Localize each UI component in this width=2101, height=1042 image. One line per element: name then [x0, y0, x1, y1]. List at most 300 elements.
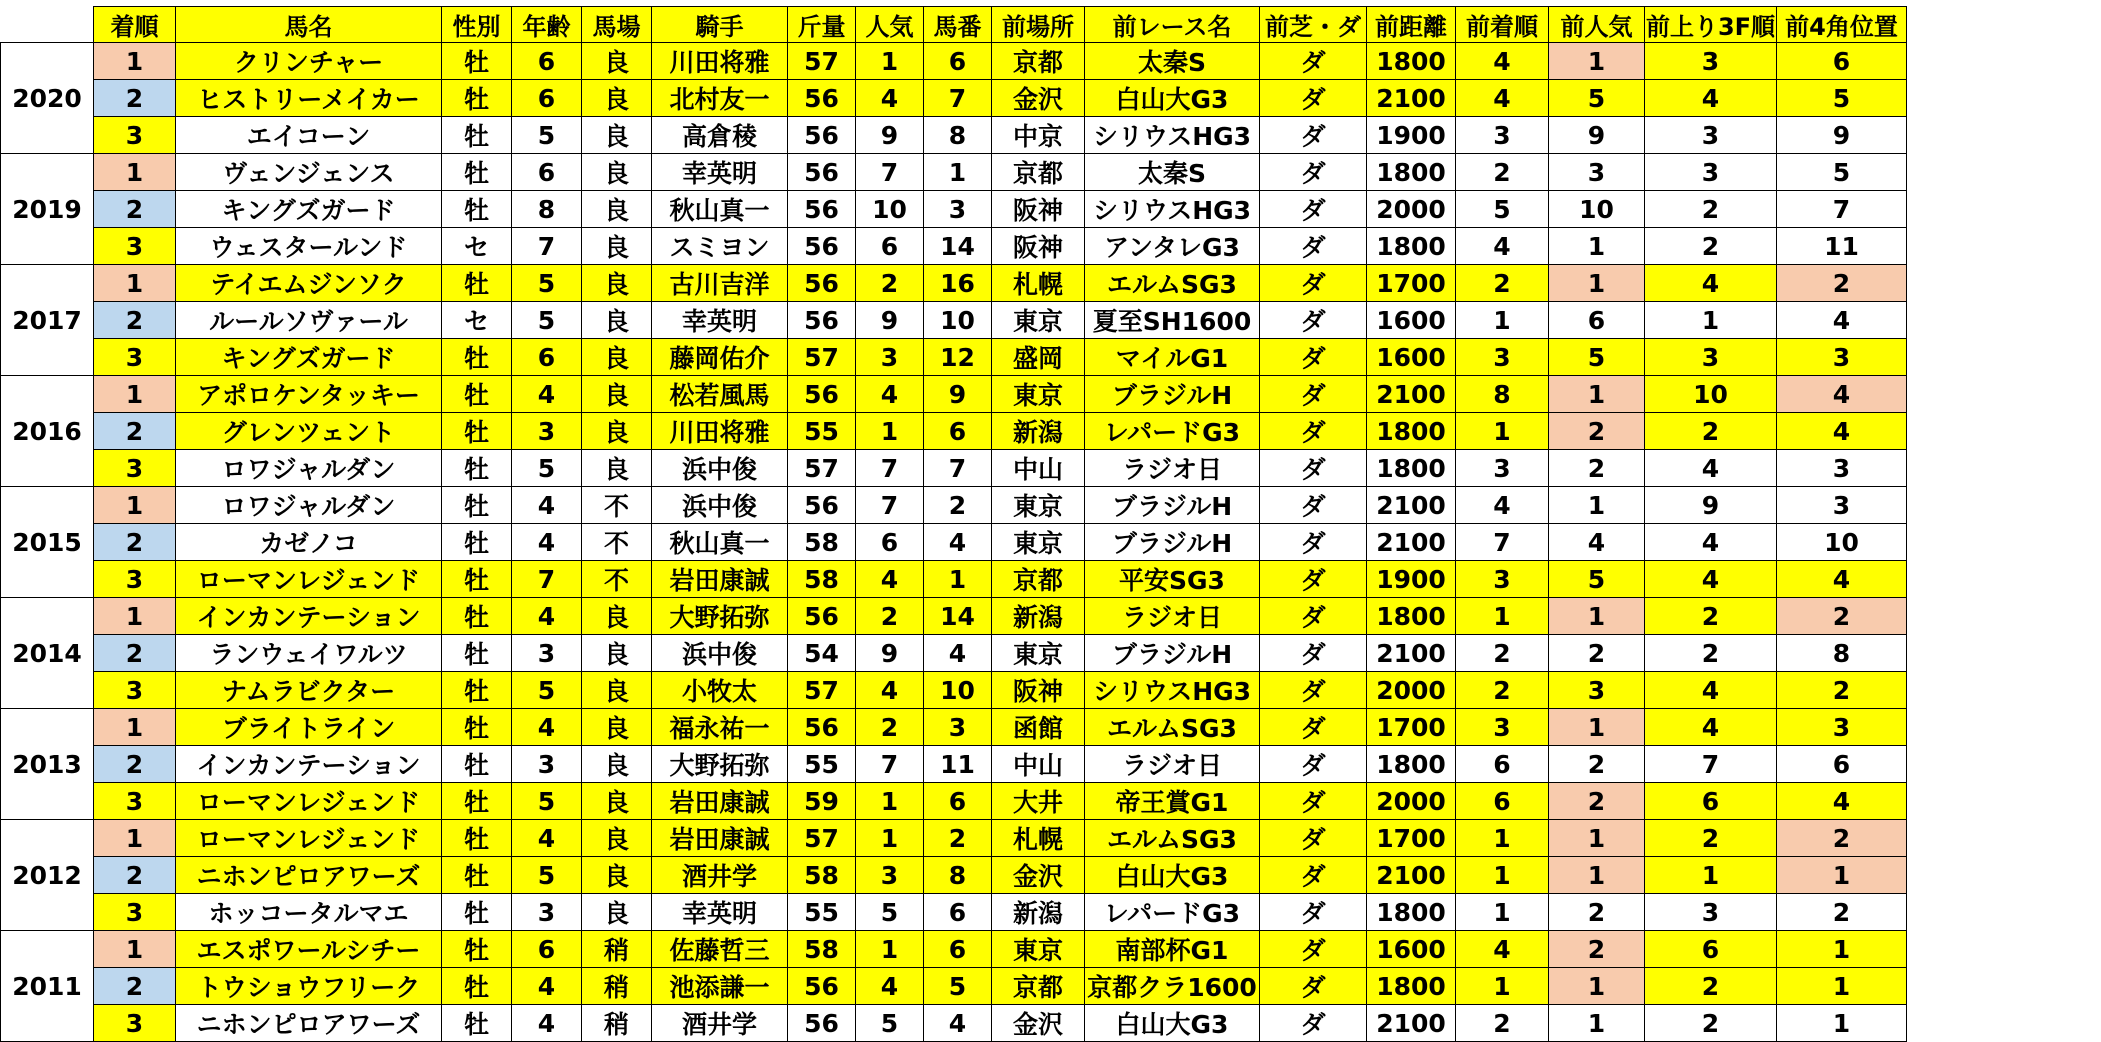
cell-popularity[interactable]: 5 [856, 894, 924, 931]
cell-popularity[interactable]: 7 [856, 154, 924, 191]
cell-age[interactable]: 5 [512, 783, 582, 820]
cell-weight[interactable]: 56 [788, 80, 856, 117]
cell-going[interactable]: 良 [582, 191, 652, 228]
empty-cell[interactable] [1907, 7, 1947, 43]
cell-popularity[interactable]: 3 [856, 857, 924, 894]
cell-weight[interactable]: 56 [788, 487, 856, 524]
cell-jockey[interactable]: 福永祐一 [652, 709, 788, 746]
empty-cell[interactable] [1907, 413, 1947, 450]
cell-age[interactable]: 4 [512, 820, 582, 857]
cell-weight[interactable]: 57 [788, 672, 856, 709]
cell-prev-finish[interactable]: 8 [1456, 376, 1549, 413]
cell-going[interactable]: 稍 [582, 1005, 652, 1042]
cell-prev-finish[interactable]: 4 [1456, 43, 1549, 80]
empty-cell[interactable] [1907, 302, 1947, 339]
cell-prev-popularity[interactable]: 2 [1549, 783, 1645, 820]
cell-prev-surface[interactable]: ダ [1260, 709, 1367, 746]
col-header-jockey[interactable]: 騎手 [652, 7, 788, 43]
cell-horse[interactable]: ブライトライン [176, 709, 442, 746]
cell-popularity[interactable]: 4 [856, 561, 924, 598]
cell-finish[interactable]: 2 [94, 302, 176, 339]
cell-age[interactable]: 6 [512, 339, 582, 376]
cell-going[interactable]: 良 [582, 783, 652, 820]
cell-sex[interactable]: 牡 [442, 376, 512, 413]
cell-prev-race[interactable]: 白山大G3 [1085, 80, 1260, 117]
cell-weight[interactable]: 58 [788, 931, 856, 968]
cell-jockey[interactable]: 藤岡佑介 [652, 339, 788, 376]
cell-prev-distance[interactable]: 1700 [1367, 265, 1456, 302]
cell-prev-venue[interactable]: 中山 [992, 746, 1085, 783]
cell-prev-surface[interactable]: ダ [1260, 635, 1367, 672]
year-cell[interactable]: 2011 [1, 931, 94, 1042]
cell-prev-last3f[interactable]: 3 [1645, 894, 1777, 931]
cell-post[interactable]: 8 [924, 857, 992, 894]
col-header-prev-race[interactable]: 前レース名 [1085, 7, 1260, 43]
cell-prev-race[interactable]: ブラジルH [1085, 524, 1260, 561]
cell-prev-popularity[interactable]: 5 [1549, 80, 1645, 117]
cell-prev-race[interactable]: ラジオ日 [1085, 746, 1260, 783]
empty-cell[interactable] [1907, 783, 1947, 820]
cell-weight[interactable]: 56 [788, 191, 856, 228]
cell-prev-distance[interactable]: 2000 [1367, 191, 1456, 228]
cell-prev-corner4[interactable]: 2 [1777, 672, 1907, 709]
cell-going[interactable]: 稍 [582, 931, 652, 968]
col-header-prev-distance[interactable]: 前距離 [1367, 7, 1456, 43]
cell-going[interactable]: 良 [582, 228, 652, 265]
cell-prev-finish[interactable]: 3 [1456, 117, 1549, 154]
year-cell[interactable]: 2014 [1, 598, 94, 709]
cell-horse[interactable]: ニホンピロアワーズ [176, 1005, 442, 1042]
cell-popularity[interactable]: 6 [856, 524, 924, 561]
cell-prev-popularity[interactable]: 2 [1549, 450, 1645, 487]
cell-age[interactable]: 4 [512, 709, 582, 746]
cell-prev-distance[interactable]: 1600 [1367, 931, 1456, 968]
col-header-prev-surface[interactable]: 前芝・ダ [1260, 7, 1367, 43]
cell-popularity[interactable]: 9 [856, 635, 924, 672]
cell-horse[interactable]: ナムラビクター [176, 672, 442, 709]
col-header-prev-corner4[interactable]: 前4角位置 [1777, 7, 1907, 43]
cell-popularity[interactable]: 4 [856, 376, 924, 413]
cell-going[interactable]: 良 [582, 43, 652, 80]
cell-going[interactable]: 良 [582, 635, 652, 672]
cell-post[interactable]: 11 [924, 746, 992, 783]
cell-prev-venue[interactable]: 新潟 [992, 894, 1085, 931]
cell-prev-corner4[interactable]: 1 [1777, 968, 1907, 1005]
cell-weight[interactable]: 56 [788, 265, 856, 302]
cell-popularity[interactable]: 7 [856, 450, 924, 487]
cell-prev-finish[interactable]: 3 [1456, 561, 1549, 598]
cell-prev-distance[interactable]: 1800 [1367, 450, 1456, 487]
empty-cell[interactable] [1907, 561, 1947, 598]
cell-prev-distance[interactable]: 2000 [1367, 783, 1456, 820]
cell-finish[interactable]: 1 [94, 154, 176, 191]
cell-prev-last3f[interactable]: 4 [1645, 561, 1777, 598]
cell-sex[interactable]: 牡 [442, 339, 512, 376]
cell-age[interactable]: 4 [512, 487, 582, 524]
cell-going[interactable]: 良 [582, 820, 652, 857]
cell-age[interactable]: 4 [512, 1005, 582, 1042]
cell-prev-last3f[interactable]: 4 [1645, 709, 1777, 746]
cell-popularity[interactable]: 1 [856, 820, 924, 857]
cell-weight[interactable]: 56 [788, 598, 856, 635]
cell-sex[interactable]: 牡 [442, 80, 512, 117]
cell-post[interactable]: 2 [924, 487, 992, 524]
cell-prev-distance[interactable]: 2100 [1367, 524, 1456, 561]
cell-post[interactable]: 6 [924, 894, 992, 931]
cell-prev-surface[interactable]: ダ [1260, 931, 1367, 968]
cell-prev-surface[interactable]: ダ [1260, 302, 1367, 339]
cell-jockey[interactable]: 高倉稜 [652, 117, 788, 154]
cell-prev-last3f[interactable]: 2 [1645, 820, 1777, 857]
cell-post[interactable]: 6 [924, 413, 992, 450]
cell-weight[interactable]: 56 [788, 117, 856, 154]
cell-prev-popularity[interactable]: 1 [1549, 1005, 1645, 1042]
cell-prev-last3f[interactable]: 3 [1645, 117, 1777, 154]
cell-jockey[interactable]: 佐藤哲三 [652, 931, 788, 968]
cell-going[interactable]: 良 [582, 598, 652, 635]
cell-prev-distance[interactable]: 1700 [1367, 820, 1456, 857]
cell-going[interactable]: 稍 [582, 968, 652, 1005]
cell-prev-venue[interactable]: 金沢 [992, 857, 1085, 894]
cell-horse[interactable]: ロワジャルダン [176, 487, 442, 524]
cell-prev-corner4[interactable]: 8 [1777, 635, 1907, 672]
year-cell[interactable]: 2019 [1, 154, 94, 265]
cell-weight[interactable]: 56 [788, 154, 856, 191]
cell-sex[interactable]: 牡 [442, 598, 512, 635]
cell-prev-finish[interactable]: 2 [1456, 635, 1549, 672]
cell-prev-surface[interactable]: ダ [1260, 339, 1367, 376]
col-header-post[interactable]: 馬番 [924, 7, 992, 43]
cell-popularity[interactable]: 9 [856, 302, 924, 339]
cell-going[interactable]: 不 [582, 487, 652, 524]
cell-prev-venue[interactable]: 京都 [992, 561, 1085, 598]
cell-sex[interactable]: 牡 [442, 931, 512, 968]
cell-prev-distance[interactable]: 2000 [1367, 672, 1456, 709]
cell-prev-finish[interactable]: 2 [1456, 265, 1549, 302]
cell-prev-corner4[interactable]: 5 [1777, 154, 1907, 191]
cell-prev-last3f[interactable]: 4 [1645, 265, 1777, 302]
cell-finish[interactable]: 1 [94, 709, 176, 746]
cell-prev-popularity[interactable]: 1 [1549, 265, 1645, 302]
cell-prev-surface[interactable]: ダ [1260, 598, 1367, 635]
cell-prev-venue[interactable]: 札幌 [992, 265, 1085, 302]
cell-prev-race[interactable]: 夏至SH1600 [1085, 302, 1260, 339]
cell-sex[interactable]: 牡 [442, 672, 512, 709]
cell-prev-popularity[interactable]: 2 [1549, 413, 1645, 450]
col-header-sex[interactable]: 性別 [442, 7, 512, 43]
cell-prev-popularity[interactable]: 1 [1549, 43, 1645, 80]
cell-prev-last3f[interactable]: 3 [1645, 43, 1777, 80]
cell-sex[interactable]: 牡 [442, 561, 512, 598]
cell-weight[interactable]: 56 [788, 228, 856, 265]
cell-sex[interactable]: セ [442, 302, 512, 339]
cell-going[interactable]: 不 [582, 561, 652, 598]
empty-cell[interactable] [1907, 968, 1947, 1005]
cell-sex[interactable]: 牡 [442, 783, 512, 820]
cell-post[interactable]: 14 [924, 598, 992, 635]
cell-weight[interactable]: 56 [788, 968, 856, 1005]
cell-sex[interactable]: 牡 [442, 117, 512, 154]
cell-prev-corner4[interactable]: 6 [1777, 43, 1907, 80]
cell-prev-venue[interactable]: 東京 [992, 302, 1085, 339]
cell-prev-corner4[interactable]: 2 [1777, 820, 1907, 857]
cell-prev-corner4[interactable]: 11 [1777, 228, 1907, 265]
empty-cell[interactable] [1907, 1005, 1947, 1042]
cell-finish[interactable]: 3 [94, 1005, 176, 1042]
cell-prev-corner4[interactable]: 1 [1777, 857, 1907, 894]
cell-post[interactable]: 10 [924, 672, 992, 709]
cell-prev-popularity[interactable]: 1 [1549, 820, 1645, 857]
cell-jockey[interactable]: 幸英明 [652, 154, 788, 191]
cell-prev-race[interactable]: レパードG3 [1085, 413, 1260, 450]
cell-jockey[interactable]: 大野拓弥 [652, 746, 788, 783]
cell-sex[interactable]: 牡 [442, 154, 512, 191]
cell-going[interactable]: 良 [582, 154, 652, 191]
cell-popularity[interactable]: 1 [856, 931, 924, 968]
cell-age[interactable]: 3 [512, 635, 582, 672]
cell-horse[interactable]: ローマンレジェンド [176, 820, 442, 857]
cell-prev-corner4[interactable]: 7 [1777, 191, 1907, 228]
cell-weight[interactable]: 54 [788, 635, 856, 672]
cell-prev-last3f[interactable]: 3 [1645, 339, 1777, 376]
cell-going[interactable]: 良 [582, 746, 652, 783]
cell-prev-race[interactable]: レパードG3 [1085, 894, 1260, 931]
cell-prev-popularity[interactable]: 1 [1549, 709, 1645, 746]
cell-age[interactable]: 7 [512, 228, 582, 265]
cell-finish[interactable]: 2 [94, 524, 176, 561]
cell-prev-corner4[interactable]: 5 [1777, 80, 1907, 117]
empty-cell[interactable] [1907, 894, 1947, 931]
cell-post[interactable]: 4 [924, 1005, 992, 1042]
cell-finish[interactable]: 1 [94, 265, 176, 302]
empty-cell[interactable] [1907, 265, 1947, 302]
cell-jockey[interactable]: 松若風馬 [652, 376, 788, 413]
empty-cell[interactable] [1907, 487, 1947, 524]
cell-prev-corner4[interactable]: 4 [1777, 413, 1907, 450]
cell-prev-surface[interactable]: ダ [1260, 376, 1367, 413]
cell-prev-distance[interactable]: 2100 [1367, 376, 1456, 413]
cell-age[interactable]: 3 [512, 413, 582, 450]
cell-prev-last3f[interactable]: 4 [1645, 80, 1777, 117]
cell-prev-race[interactable]: シリウスHG3 [1085, 117, 1260, 154]
cell-age[interactable]: 4 [512, 376, 582, 413]
cell-jockey[interactable]: 岩田康誠 [652, 820, 788, 857]
cell-horse[interactable]: テイエムジンソク [176, 265, 442, 302]
cell-weight[interactable]: 55 [788, 746, 856, 783]
cell-prev-finish[interactable]: 7 [1456, 524, 1549, 561]
empty-cell[interactable] [1907, 191, 1947, 228]
cell-post[interactable]: 4 [924, 635, 992, 672]
cell-age[interactable]: 3 [512, 894, 582, 931]
cell-horse[interactable]: インカンテーション [176, 598, 442, 635]
cell-prev-last3f[interactable]: 1 [1645, 857, 1777, 894]
col-header-horse[interactable]: 馬名 [176, 7, 442, 43]
cell-age[interactable]: 6 [512, 154, 582, 191]
cell-prev-finish[interactable]: 1 [1456, 820, 1549, 857]
cell-prev-race[interactable]: 南部杯G1 [1085, 931, 1260, 968]
cell-prev-race[interactable]: 白山大G3 [1085, 857, 1260, 894]
year-cell[interactable]: 2015 [1, 487, 94, 598]
cell-prev-corner4[interactable]: 2 [1777, 265, 1907, 302]
cell-post[interactable]: 8 [924, 117, 992, 154]
cell-horse[interactable]: ロワジャルダン [176, 450, 442, 487]
cell-prev-corner4[interactable]: 4 [1777, 376, 1907, 413]
cell-prev-popularity[interactable]: 6 [1549, 302, 1645, 339]
cell-prev-surface[interactable]: ダ [1260, 894, 1367, 931]
cell-age[interactable]: 5 [512, 302, 582, 339]
empty-cell[interactable] [1907, 339, 1947, 376]
col-header-prev-finish[interactable]: 前着順 [1456, 7, 1549, 43]
year-cell[interactable]: 2020 [1, 43, 94, 154]
cell-age[interactable]: 5 [512, 857, 582, 894]
cell-prev-popularity[interactable]: 3 [1549, 672, 1645, 709]
cell-prev-popularity[interactable]: 1 [1549, 228, 1645, 265]
cell-prev-finish[interactable]: 3 [1456, 450, 1549, 487]
cell-prev-finish[interactable]: 4 [1456, 931, 1549, 968]
cell-prev-corner4[interactable]: 6 [1777, 746, 1907, 783]
cell-popularity[interactable]: 7 [856, 746, 924, 783]
cell-going[interactable]: 良 [582, 450, 652, 487]
empty-cell[interactable] [1907, 154, 1947, 191]
empty-cell[interactable] [1907, 635, 1947, 672]
cell-prev-race[interactable]: ラジオ日 [1085, 450, 1260, 487]
cell-going[interactable]: 良 [582, 117, 652, 154]
cell-sex[interactable]: 牡 [442, 894, 512, 931]
cell-popularity[interactable]: 2 [856, 598, 924, 635]
cell-prev-finish[interactable]: 5 [1456, 191, 1549, 228]
cell-horse[interactable]: エイコーン [176, 117, 442, 154]
empty-cell[interactable] [1907, 117, 1947, 154]
cell-horse[interactable]: エスポワールシチー [176, 931, 442, 968]
cell-post[interactable]: 6 [924, 931, 992, 968]
cell-popularity[interactable]: 5 [856, 1005, 924, 1042]
cell-prev-finish[interactable]: 4 [1456, 80, 1549, 117]
cell-popularity[interactable]: 1 [856, 783, 924, 820]
cell-prev-surface[interactable]: ダ [1260, 968, 1367, 1005]
col-header-popularity[interactable]: 人気 [856, 7, 924, 43]
cell-horse[interactable]: ウェスタールンド [176, 228, 442, 265]
cell-prev-distance[interactable]: 1800 [1367, 413, 1456, 450]
cell-sex[interactable]: 牡 [442, 635, 512, 672]
cell-sex[interactable]: 牡 [442, 43, 512, 80]
cell-prev-race[interactable]: ブラジルH [1085, 487, 1260, 524]
cell-prev-popularity[interactable]: 1 [1549, 487, 1645, 524]
cell-post[interactable]: 3 [924, 191, 992, 228]
cell-prev-distance[interactable]: 1800 [1367, 228, 1456, 265]
cell-prev-finish[interactable]: 2 [1456, 672, 1549, 709]
col-header-prev-last3f[interactable]: 前上り3F順 [1645, 7, 1777, 43]
cell-post[interactable]: 3 [924, 709, 992, 746]
cell-sex[interactable]: 牡 [442, 450, 512, 487]
cell-finish[interactable]: 2 [94, 857, 176, 894]
cell-jockey[interactable]: 秋山真一 [652, 524, 788, 561]
cell-prev-popularity[interactable]: 1 [1549, 857, 1645, 894]
cell-prev-distance[interactable]: 2100 [1367, 1005, 1456, 1042]
cell-prev-race[interactable]: 京都クラ1600 [1085, 968, 1260, 1005]
cell-prev-surface[interactable]: ダ [1260, 154, 1367, 191]
empty-cell[interactable] [1907, 857, 1947, 894]
cell-prev-surface[interactable]: ダ [1260, 228, 1367, 265]
empty-cell[interactable] [1907, 524, 1947, 561]
cell-age[interactable]: 7 [512, 561, 582, 598]
cell-post[interactable]: 6 [924, 783, 992, 820]
cell-prev-race[interactable]: エルムSG3 [1085, 265, 1260, 302]
cell-post[interactable]: 14 [924, 228, 992, 265]
col-header-going[interactable]: 馬場 [582, 7, 652, 43]
cell-jockey[interactable]: 北村友一 [652, 80, 788, 117]
cell-post[interactable]: 7 [924, 450, 992, 487]
cell-sex[interactable]: 牡 [442, 709, 512, 746]
cell-popularity[interactable]: 7 [856, 487, 924, 524]
year-cell[interactable]: 2013 [1, 709, 94, 820]
cell-prev-popularity[interactable]: 1 [1549, 376, 1645, 413]
cell-going[interactable]: 良 [582, 672, 652, 709]
cell-sex[interactable]: 牡 [442, 857, 512, 894]
cell-post[interactable]: 6 [924, 43, 992, 80]
cell-prev-finish[interactable]: 2 [1456, 154, 1549, 191]
cell-prev-popularity[interactable]: 2 [1549, 894, 1645, 931]
empty-cell[interactable] [1907, 672, 1947, 709]
cell-prev-popularity[interactable]: 10 [1549, 191, 1645, 228]
cell-age[interactable]: 5 [512, 265, 582, 302]
cell-prev-venue[interactable]: 京都 [992, 154, 1085, 191]
cell-prev-race[interactable]: シリウスHG3 [1085, 191, 1260, 228]
cell-horse[interactable]: トウショウフリーク [176, 968, 442, 1005]
cell-weight[interactable]: 55 [788, 894, 856, 931]
cell-popularity[interactable]: 1 [856, 43, 924, 80]
cell-prev-surface[interactable]: ダ [1260, 783, 1367, 820]
cell-horse[interactable]: ルールソヴァール [176, 302, 442, 339]
cell-going[interactable]: 不 [582, 524, 652, 561]
cell-prev-distance[interactable]: 1800 [1367, 746, 1456, 783]
empty-cell[interactable] [1907, 746, 1947, 783]
cell-prev-finish[interactable]: 1 [1456, 894, 1549, 931]
cell-going[interactable]: 良 [582, 857, 652, 894]
cell-finish[interactable]: 3 [94, 561, 176, 598]
cell-jockey[interactable]: 川田将雅 [652, 413, 788, 450]
cell-prev-surface[interactable]: ダ [1260, 487, 1367, 524]
cell-prev-distance[interactable]: 1900 [1367, 117, 1456, 154]
cell-prev-distance[interactable]: 2100 [1367, 857, 1456, 894]
cell-horse[interactable]: ニホンピロアワーズ [176, 857, 442, 894]
cell-prev-popularity[interactable]: 1 [1549, 968, 1645, 1005]
cell-age[interactable]: 5 [512, 450, 582, 487]
cell-weight[interactable]: 57 [788, 450, 856, 487]
cell-going[interactable]: 良 [582, 302, 652, 339]
cell-prev-race[interactable]: 太秦S [1085, 154, 1260, 191]
cell-weight[interactable]: 57 [788, 339, 856, 376]
cell-post[interactable]: 9 [924, 376, 992, 413]
cell-prev-last3f[interactable]: 1 [1645, 302, 1777, 339]
cell-prev-distance[interactable]: 1700 [1367, 709, 1456, 746]
cell-prev-surface[interactable]: ダ [1260, 746, 1367, 783]
cell-prev-surface[interactable]: ダ [1260, 80, 1367, 117]
cell-horse[interactable]: ホッコータルマエ [176, 894, 442, 931]
cell-finish[interactable]: 3 [94, 783, 176, 820]
cell-going[interactable]: 良 [582, 339, 652, 376]
cell-sex[interactable]: セ [442, 228, 512, 265]
cell-prev-finish[interactable]: 1 [1456, 302, 1549, 339]
cell-weight[interactable]: 56 [788, 376, 856, 413]
cell-prev-last3f[interactable]: 4 [1645, 672, 1777, 709]
cell-going[interactable]: 良 [582, 265, 652, 302]
cell-prev-race[interactable]: エルムSG3 [1085, 820, 1260, 857]
cell-horse[interactable]: ランウェイワルツ [176, 635, 442, 672]
cell-post[interactable]: 7 [924, 80, 992, 117]
cell-prev-popularity[interactable]: 2 [1549, 931, 1645, 968]
cell-prev-venue[interactable]: 京都 [992, 43, 1085, 80]
cell-weight[interactable]: 58 [788, 857, 856, 894]
